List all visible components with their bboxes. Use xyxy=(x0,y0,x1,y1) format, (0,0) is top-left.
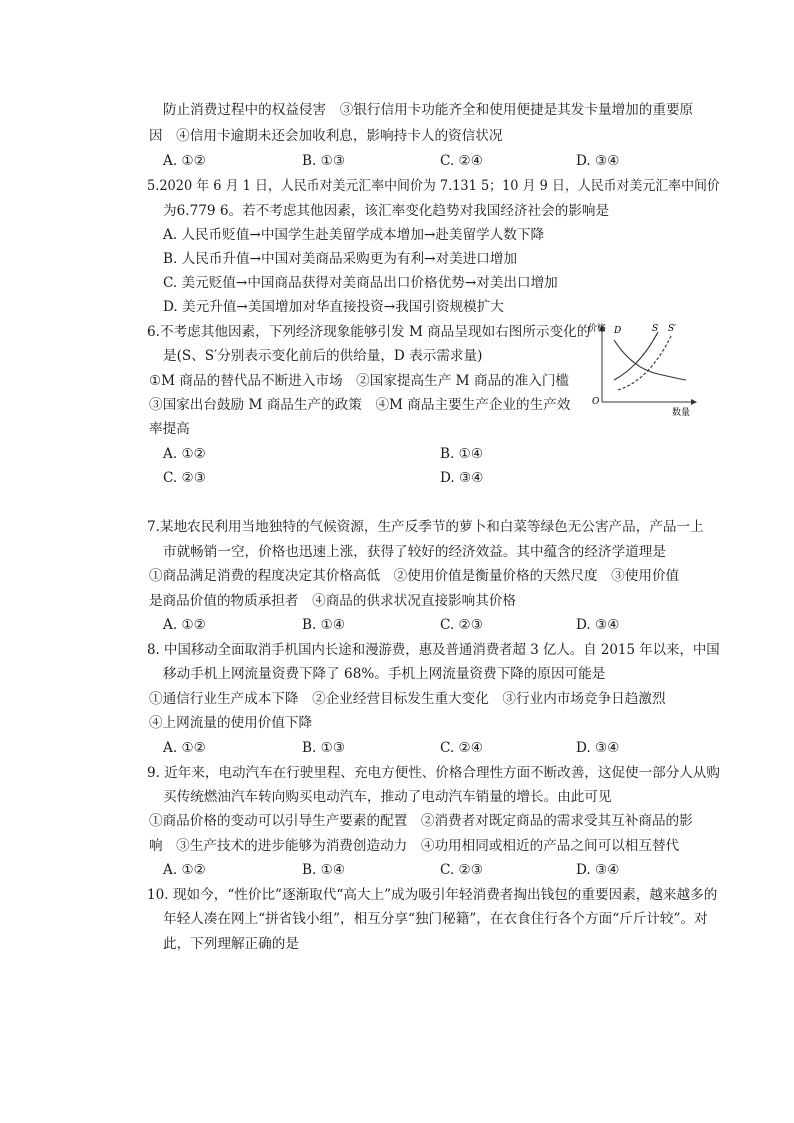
q5-option-a: A. 人民币贬值→中国学生赴美留学成本增加→赴美留学人数下降 xyxy=(163,227,545,243)
q8-option-b: B. ①③ xyxy=(302,740,346,756)
supply-curve-s-label: S xyxy=(652,324,659,334)
q6-option-a: A. ①② xyxy=(163,446,206,462)
q6-option-b: B. ①④ xyxy=(440,446,484,462)
q5-option-b: B. 人民币升值→中国对美商品采购更为有利→对美进口增加 xyxy=(163,251,518,267)
q9-option-c: C. ②③ xyxy=(440,862,483,878)
q8-option-c: C. ②④ xyxy=(440,740,483,756)
q4-option-d: D. ③④ xyxy=(576,153,620,169)
q9-stem-line-2: 买传统燃油汽车转向购买电动汽车，推动了电动汽车销量的增长。由此可见 xyxy=(163,789,612,805)
supply-curve-s xyxy=(614,332,658,380)
q7-stem-line-2: 市就畅销一空，价格也迅速上涨，获得了较好的经济效益。其中蕴含的经济学道理是 xyxy=(163,544,666,560)
q5-option-d: D. 美元升值→美国增加对华直接投资→我国引资规模扩大 xyxy=(163,299,504,315)
q7-option-a: A. ①② xyxy=(163,617,206,633)
q6-statement-line-3: 率提高 xyxy=(149,421,190,437)
q5-stem-line-2: 为6.779 6。若不考虑其他因素，该汇率变化趋势对我国经济社会的影响是 xyxy=(163,203,610,219)
q7-option-c: C. ②③ xyxy=(440,617,483,633)
supply-curve-s-prime-label: S′ xyxy=(668,324,677,334)
q4-text-line-1: 防止消费过程中的权益侵害 ③银行信用卡功能齐全和使用便捷是其发卡量增加的重要原 xyxy=(163,102,694,118)
q4-option-c: C. ②④ xyxy=(440,153,483,169)
q4-text-line-2: 因 ④信用卡逾期未还会加收利息，影响持卡人的资信状况 xyxy=(149,128,503,144)
supply-curve-s-prime xyxy=(618,334,672,390)
demand-curve-label: D xyxy=(614,326,622,336)
q8-stem-line-2: 移动手机上网流量资费下降了 68%。手机上网流量资费下降的原因可能是 xyxy=(163,666,606,682)
q9-statement-line-1: ①商品价格的变动可以引导生产要素的配置 ②消费者对既定商品的需求受其互补商品的影 xyxy=(149,813,693,829)
supply-demand-graph xyxy=(588,318,700,418)
q4-option-b: B. ①③ xyxy=(302,153,346,169)
q7-option-d: D. ③④ xyxy=(576,617,620,633)
q6-statement-line-2: ③国家出台鼓励 M 商品生产的政策 ④M 商品主要生产企业的生产效 xyxy=(149,397,571,413)
q8-statement-line-1: ①通信行业生产成本下降 ②企业经营目标发生重大变化 ③行业内市场竞争日趋激烈 xyxy=(149,691,666,707)
q8-option-a: A. ①② xyxy=(163,740,206,756)
q9-option-b: B. ①④ xyxy=(302,862,346,878)
origin-label: O xyxy=(592,397,600,407)
q6-option-c: C. ②③ xyxy=(163,470,206,486)
q9-option-a: A. ①② xyxy=(163,862,206,878)
q7-statement-line-1: ①商品满足消费的程度决定其价格高低 ②使用价值是衡量价格的天然尺度 ③使用价值 xyxy=(149,568,680,584)
x-axis-label: 数量 xyxy=(672,408,691,418)
y-axis-label: 价格 xyxy=(588,324,607,334)
q7-option-b: B. ①④ xyxy=(302,617,346,633)
q8-statement-line-2: ④上网流量的使用价值下降 xyxy=(149,715,313,731)
q7-statement-line-2: 是商品价值的物质承担者 ④商品的供求状况直接影响其价格 xyxy=(149,593,517,609)
q6-stem-line-2: 是(S、S′分别表示变化前后的供给量，D 表示需求量) xyxy=(163,348,483,364)
q6-stem-line-1: 6.不考虑其他因素，下列经济现象能够引发 M 商品呈现如右图所示变化的 xyxy=(147,324,591,340)
q9-stem-line-1: 9. 近年来，电动汽车在行驶里程、充电方便性、价格合理性方面不断改善，这促使一部分人从购 xyxy=(147,765,720,781)
q5-stem-line-1: 5.2020 年 6 月 1 日，人民币对美元汇率中间价为 7.131 5；10 月 9 日，人民币对美元汇率中间价 xyxy=(147,178,720,194)
q10-stem-line-3: 此，下列理解正确的是 xyxy=(163,936,299,952)
q9-statement-line-2: 响 ③生产技术的进步能够为消费创造动力 ④功用相同或相近的产品之间可以相互替代 xyxy=(149,838,680,854)
q7-stem-line-1: 7.某地农民利用当地独特的气候资源，生产反季节的萝卜和白菜等绿色无公害产品，产品一上 xyxy=(147,519,704,535)
q6-option-d: D. ③④ xyxy=(440,470,484,486)
q8-option-d: D. ③④ xyxy=(576,740,620,756)
q8-stem-line-1: 8. 中国移动全面取消手机国内长途和漫游费，惠及普通消费者超 3 亿人。自 2015 年以来，中国 xyxy=(147,642,720,658)
q9-option-d: D. ③④ xyxy=(576,862,620,878)
q10-stem-line-2: 年轻人凑在网上“拼省钱小组”，相互分享“独门秘籍”，在衣食住行各个方面“斤斤计较”。对 xyxy=(163,911,708,927)
q5-option-c: C. 美元贬值→中国商品获得对美商品出口价格优势→对美出口增加 xyxy=(163,275,558,291)
q4-option-a: A. ①② xyxy=(163,153,206,169)
q6-statement-line-1: ①M 商品的替代品不断进入市场 ②国家提高生产 M 商品的准入门槛 xyxy=(149,373,570,389)
q10-stem-line-1: 10. 现如今，“性价比”逐渐取代“高大上”成为吸引年轻消费者掏出钱包的重要因素，越来越多的 xyxy=(147,887,718,903)
